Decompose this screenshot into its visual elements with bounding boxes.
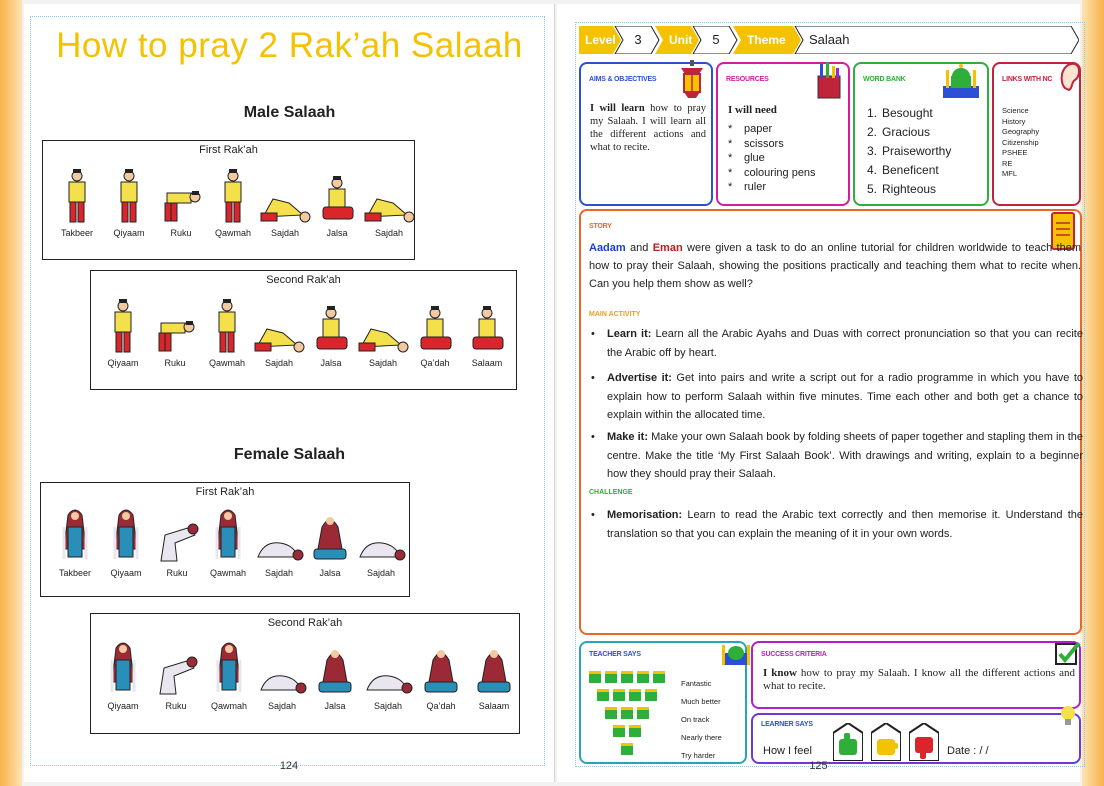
- list-item: * colouring pens: [728, 166, 816, 181]
- position-label: Qa’dah: [420, 358, 450, 368]
- rating-fantastic: Fantastic: [681, 679, 712, 688]
- rating-much-better: Much better: [681, 697, 721, 706]
- figure-illustration: [413, 636, 469, 698]
- prayer-position-sajdah: [353, 503, 409, 578]
- date-field[interactable]: Date : / /: [947, 745, 989, 757]
- list-item: 2. Gracious: [867, 125, 931, 139]
- prayer-position-qiyaam: [101, 163, 157, 238]
- teacher-rating-scale: [587, 669, 743, 761]
- figure-illustration: [466, 636, 522, 698]
- position-label: Jalsa: [326, 228, 348, 238]
- figure-illustration: [101, 163, 157, 225]
- position-label: Sajdah: [264, 568, 294, 578]
- activity-make-it: • Make it: Make your own Salaah book by folding sheets of paper together and stapling them in the centre. Make the title ‘My First Salaah Book’. With drawings and writing, explain to a beginner how they should pray their Salaah.: [591, 431, 1083, 480]
- figure-illustration: [148, 636, 204, 698]
- figure-illustration: [361, 163, 417, 225]
- position-label: Sajdah: [373, 701, 403, 711]
- prayer-position-jalsa: [302, 503, 358, 578]
- word-bank-card: [853, 62, 989, 206]
- figure-illustration: [200, 503, 256, 565]
- list-item: 5. Righteous: [867, 182, 937, 196]
- aims-objectives-card: [579, 62, 713, 206]
- challenge-memorisation: • Memorisation: Learn to read the Arabic text correctly and then memorise it. Understand the translation so that you can explain the meaning of it in your own words.: [591, 509, 1083, 540]
- links-list: [1002, 106, 1039, 180]
- position-label: Salaam: [478, 701, 510, 711]
- activity-advertise-it: • Advertise it: Get into pairs and write a script out for a radio programme in which you have to explain how to perform Salaah within five minutes. Time each other and both get a chance to explain within the allocated time.: [591, 372, 1083, 421]
- figure-illustration: [360, 636, 416, 698]
- list-item: PSHEE: [1002, 148, 1028, 157]
- success-criteria-card: [751, 641, 1081, 709]
- list-item: RE: [1002, 158, 1013, 168]
- list-item: * glue: [728, 151, 816, 166]
- figure-illustration: [95, 636, 151, 698]
- figure-illustration: [98, 503, 154, 565]
- activity-learn-it: • Learn it: Learn all the Arabic Ayahs and Duas with correct pronunciation so that you can recite the Arabic off by heart.: [591, 328, 1083, 359]
- prayer-position-qiyaam: [95, 636, 151, 711]
- teacher-says-card: [579, 641, 747, 764]
- card-heading: LINKS WITH NC: [1002, 76, 1053, 83]
- theme-value: Salaah: [809, 32, 850, 47]
- feel-thumbs-up-button[interactable]: [833, 723, 863, 761]
- box-caption: Second Rak’ah: [266, 274, 341, 286]
- success-text: I know how to pray my Salaah. I know all the different actions and what to recite.: [763, 667, 1075, 692]
- story-text: Aadam and Eman were given a task to do an online tutorial for children worldwide to teach them how to pray their Salaah, showing the positions practically and teaching them what to recite when. Can you help them show as well?: [589, 242, 1081, 290]
- position-label: Sajdah: [267, 701, 297, 711]
- position-label: Qawmah: [210, 701, 247, 711]
- figure-illustration: [205, 163, 261, 225]
- pencil-pot-icon: [814, 62, 844, 100]
- main-activity-heading: MAIN ACTIVITY: [589, 311, 641, 318]
- position-label: Jalsa: [324, 701, 346, 711]
- figure-illustration: [257, 163, 313, 225]
- page-title: How to pray 2 Rak’ah Salaah: [56, 26, 523, 65]
- resources-card: [716, 62, 850, 206]
- card-heading: AIMS & OBJECTIVES: [589, 76, 657, 83]
- male-salaah-heading: Male Salaah: [243, 104, 336, 121]
- learner-says-card: [751, 713, 1081, 764]
- position-label: Jalsa: [319, 568, 341, 578]
- prayer-position-sajdah: [257, 163, 313, 238]
- position-label: Sajdah: [264, 358, 294, 368]
- level-header-bar: [579, 26, 1079, 54]
- unit-label: Unit: [669, 33, 693, 47]
- list-item: * scissors: [728, 137, 816, 152]
- position-label: Salaam: [471, 358, 503, 368]
- book-edge-left: [0, 0, 22, 786]
- prayer-position-sajdah: [355, 293, 411, 368]
- figure-illustration: [201, 636, 257, 698]
- mosque-book-icon: [941, 60, 981, 100]
- card-heading: SUCCESS CRITERIA: [761, 651, 827, 658]
- list-item: 3. Praiseworthy: [867, 144, 952, 158]
- prayer-position-sajdah: [251, 503, 307, 578]
- card-heading: RESOURCES: [726, 76, 769, 83]
- box-caption: Second Rak’ah: [267, 617, 343, 629]
- position-label: Qiyaam: [110, 568, 142, 578]
- position-label: Qawmah: [209, 568, 246, 578]
- card-heading: LEARNER SAYS: [761, 721, 813, 728]
- figure-illustration: [353, 503, 409, 565]
- prayer-position-ruku: [148, 636, 204, 711]
- prayer-position-salaam: [466, 636, 522, 711]
- figure-illustration: [199, 293, 255, 355]
- male-first-rakah-box: [42, 140, 415, 260]
- position-label: Ruku: [164, 358, 186, 368]
- position-label: Sajdah: [366, 568, 396, 578]
- prayer-position-sajdah: [361, 163, 417, 238]
- figure-illustration: [147, 293, 203, 355]
- prayer-position-ruku: [149, 503, 205, 578]
- list-item: 4. Beneficent: [867, 163, 939, 177]
- list-item: * ruler: [728, 180, 816, 195]
- prayer-position-sajdah: [254, 636, 310, 711]
- book-edge-right: [1082, 0, 1104, 786]
- position-label: Jalsa: [320, 358, 342, 368]
- list-item: History: [1002, 116, 1026, 126]
- thumbs-down-icon: [909, 723, 939, 761]
- prayer-position-qadah: [413, 636, 469, 711]
- card-heading: WORD BANK: [863, 76, 906, 83]
- position-label: Qiyaam: [113, 228, 145, 238]
- challenge-heading: CHALLENGE: [589, 489, 633, 496]
- how-i-feel-label: How I feel: [763, 745, 812, 757]
- lantern-icon: [675, 60, 709, 100]
- card-heading: TEACHER SAYS: [589, 651, 641, 658]
- mosque-icon: [721, 637, 751, 667]
- box-caption: First Rak’ah: [195, 486, 255, 498]
- prayer-position-qawmah: [201, 636, 257, 711]
- rating-nearly-there: Nearly there: [681, 733, 722, 742]
- list-item: 1. Besought: [867, 106, 933, 120]
- figure-illustration: [307, 636, 363, 698]
- figure-illustration: [95, 293, 151, 355]
- page-number: 124: [279, 760, 299, 772]
- prayer-position-jalsa: [307, 636, 363, 711]
- list-item: MFL: [1002, 169, 1017, 178]
- rating-on-track: On track: [681, 715, 710, 724]
- level-label: Level: [585, 33, 616, 47]
- lightbulb-icon: [1059, 705, 1077, 727]
- position-label: Takbeer: [60, 228, 94, 238]
- position-label: Ruku: [166, 568, 188, 578]
- position-label: Qiyaam: [107, 701, 139, 711]
- prayer-position-salaam: [459, 293, 515, 368]
- card-heading: STORY: [589, 223, 612, 230]
- page-number: 125: [809, 760, 828, 772]
- rating-try-harder: Try harder: [681, 751, 716, 760]
- prayer-position-qiyaam: [95, 293, 151, 368]
- prayer-position-takbeer: [47, 503, 103, 578]
- figure-illustration: [251, 293, 307, 355]
- position-label: Sajdah: [374, 228, 404, 238]
- page-right: [557, 4, 1083, 782]
- prayer-position-qawmah: [199, 293, 255, 368]
- male-second-rakah-box: [90, 270, 517, 390]
- list-item: * paper: [728, 122, 816, 137]
- position-label: Takbeer: [58, 568, 92, 578]
- female-salaah-heading: Female Salaah: [233, 446, 346, 463]
- check-icon: [1055, 641, 1081, 665]
- position-label: Qa’dah: [426, 701, 456, 711]
- list-item: Science: [1002, 106, 1029, 115]
- female-first-rakah-box: [40, 482, 410, 597]
- position-label: Ruku: [170, 228, 192, 238]
- thumbs-up-icon: [833, 723, 863, 761]
- resources-list: [728, 122, 816, 195]
- prayer-position-sajdah: [251, 293, 307, 368]
- prayer-position-sajdah: [360, 636, 416, 711]
- thumbs-side-icon: [871, 723, 901, 761]
- figure-illustration: [251, 503, 307, 565]
- figure-illustration: [149, 503, 205, 565]
- position-label: Qawmah: [208, 358, 245, 368]
- position-label: Qawmah: [214, 228, 251, 238]
- page-left: [24, 4, 555, 782]
- position-label: Qiyaam: [107, 358, 139, 368]
- i-will-need-label: I will need: [728, 104, 777, 116]
- prayer-position-takbeer: [49, 163, 105, 238]
- position-label: Sajdah: [270, 228, 300, 238]
- figure-illustration: [153, 163, 209, 225]
- prayer-position-jalsa: [309, 163, 365, 238]
- list-item: Citizenship: [1002, 137, 1039, 147]
- figure-illustration: [309, 163, 365, 225]
- figure-illustration: [407, 293, 463, 355]
- prayer-position-qawmah: [200, 503, 256, 578]
- position-label: Ruku: [165, 701, 187, 711]
- feel-thumbs-down-button[interactable]: [909, 723, 939, 761]
- prayer-position-jalsa: [303, 293, 359, 368]
- figure-illustration: [49, 163, 105, 225]
- prayer-position-ruku: [153, 163, 209, 238]
- prayer-position-qiyaam: [98, 503, 154, 578]
- unit-value: 5: [712, 32, 720, 47]
- figure-illustration: [47, 503, 103, 565]
- figure-illustration: [303, 293, 359, 355]
- links-with-nc-card: [992, 62, 1081, 206]
- prayer-position-ruku: [147, 293, 203, 368]
- aims-text: I will learn how to pray my Salaah. I will learn all the different actions and what to recite.: [590, 103, 706, 153]
- prayer-position-qadah: [407, 293, 463, 368]
- figure-illustration: [355, 293, 411, 355]
- theme-label: Theme: [747, 33, 786, 47]
- prayer-position-qawmah: [205, 163, 261, 238]
- story-card: [579, 209, 1082, 635]
- feel-thumbs-side-button[interactable]: [871, 723, 901, 761]
- list-item: Geography: [1002, 127, 1040, 136]
- figure-illustration: [459, 293, 515, 355]
- level-value: 3: [634, 32, 642, 47]
- ear-icon: [1057, 60, 1083, 94]
- word-bank-list: [867, 104, 951, 199]
- figure-illustration: [302, 503, 358, 565]
- figure-illustration: [254, 636, 310, 698]
- position-label: Sajdah: [368, 358, 398, 368]
- box-caption: First Rak’ah: [199, 144, 258, 156]
- female-second-rakah-box: [90, 613, 520, 734]
